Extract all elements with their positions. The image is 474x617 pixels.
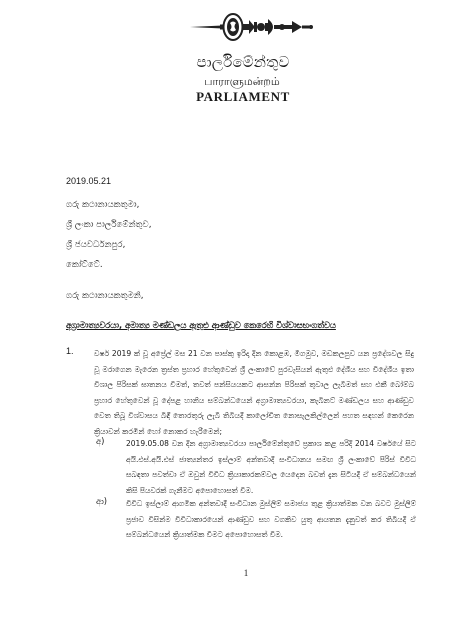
paragraph-number: 1. xyxy=(66,346,74,356)
letter-date: 2019.05.21 xyxy=(66,176,112,186)
letterhead-title-sinhala: පාර්ලිමේන්තුව xyxy=(196,53,290,71)
sub-item-label: අ) xyxy=(96,436,105,446)
sub-item-text: 2019.05.08 වන දින අග්‍රාමාත්‍යවරයා පාර්ලිමේන්තුවේ ප්‍රකාශ කළ පරිදි 2014 වර්ෂයේ සිට අයි.එස්.අයි.එස් ජාත්‍යන්තර ඉස්ලාම් අන්තවාදී සංවිධානය සමඟ ශ්‍රී ලංකාවේ පිරිස් විවිධ සබඳතා පවත්වා ඒ ඔවුන් විවිධ ක්‍රියාකාරකම්වල යෙදෙන බවත් දැන සිටියදී ඒ සම්බන්ධයෙන් කිසි පියවරක් ගැනීමට අපොහොසත් වීම. xyxy=(126,439,416,495)
sub-item-label: ආ) xyxy=(96,496,107,506)
address-line: ශ්‍රී ජයවර්ධනපුර, xyxy=(66,240,126,250)
parliament-mace-emblem-icon xyxy=(186,10,314,44)
recipient-address xyxy=(66,195,151,275)
letterhead-title-english: PARLIAMENT xyxy=(196,89,290,104)
sub-item-text: විවිධ ඉස්ලාම් ආගමික අන්තවාදී සංවිධාන මුස්ලිම් සමාජය තුළ ක්‍රියාත්මක වන බවට මුස්ලිම් ප්‍රජාව විසින්ම විවිධාකාරයෙන් ආණ්ඩුව සහ වගකිව යුතු ආයතන දැනුවත් කර තිබියදී ඒ සම්බන්ධයෙන් ක්‍රියාත්මක වීමට අපොහොසත් වීම. xyxy=(126,499,416,539)
address-line: ශ්‍රී ලංකා පාර්ලිමේන්තුව, xyxy=(66,220,152,230)
paragraph-text: වර්ෂ 2019 ක් වූ අප්‍රේල් මස 21 වන පාස්කු ඉරිදා දින කොළඹ, මීගමුව, මඩකලපුව යන ප්‍රදේශවල සිදු වූ මරාගෙන මැරෙන ත්‍රස්ත ප්‍රහාර හේතුවෙන් ශ්‍රී ලංකාවේ පුරවැසියන් ඇතුළු දේශීය සහ විදේශීය ඉතා විශාල පිරිසක් ඝාතනය වීමත්, තවත් පන්සියයකට ආසන්න පිරිසක් තුවාල ලැබීමත් සහ එකී බෝම්බ ප්‍රහාර හේතුවෙන් වූ දේපළ හානිය සම්බන්ධයෙන් අග්‍රාමාත්‍යවරයා, කැබිනට් මණ්ඩලය සහ ආණ්ඩුව වෙත තිබූ විශ්වාසය බිඳී තොරතුරු ලැබී තිබියදී කාලෝචිත නොසැලකිල්ලෙන් පහත සඳහන් කෙරෙන ක්‍රියාවන් කරමින් හෝ නොකර හැරීමෙන්; xyxy=(94,349,414,436)
page-number: 1 xyxy=(243,568,249,578)
address-line: කෝට්ටේ. xyxy=(66,260,103,270)
salutation: ගරු කථානායකතුමනි, xyxy=(66,291,144,301)
subject-heading: අග්‍රාමාත්‍යවරයා, අමාත්‍ය මණ්ඩලය ඇතුළු ආණ්ඩුව කෙරෙහි විශ්වාසභංගත්වය xyxy=(66,320,336,330)
address-line: ගරු කථානායකතුමා, xyxy=(66,200,140,210)
letterhead-title-tamil: பாராளுமன்றம் xyxy=(204,75,280,88)
